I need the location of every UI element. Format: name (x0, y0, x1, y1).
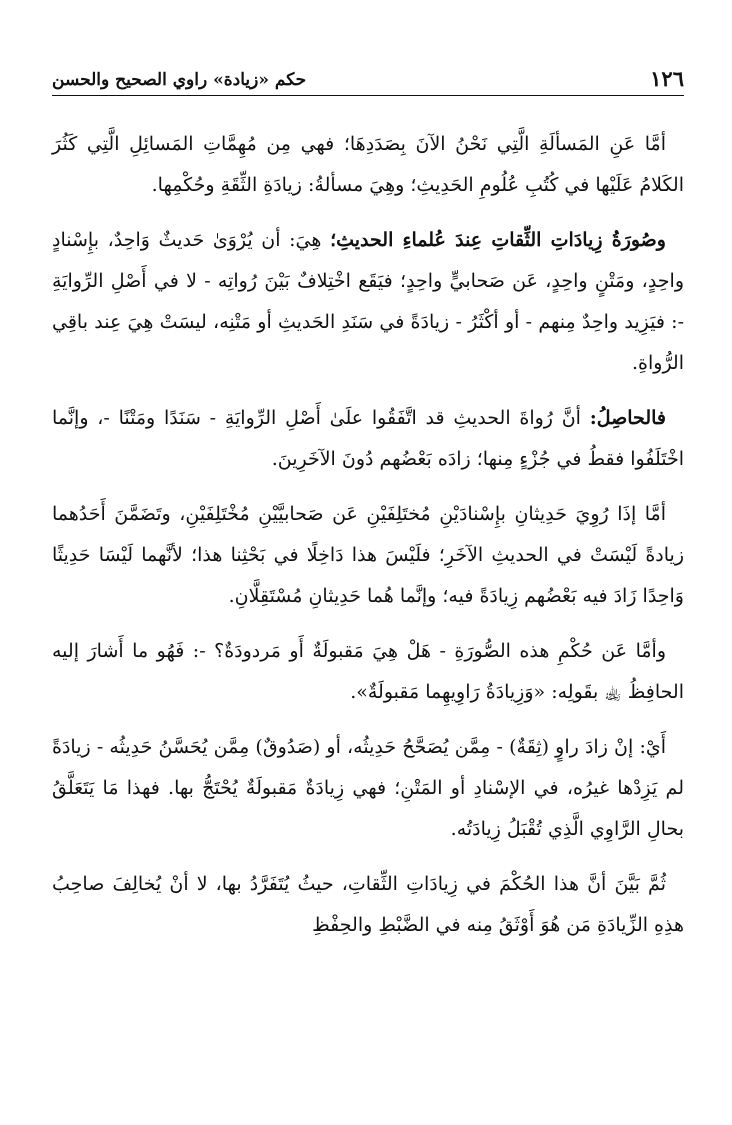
paragraph-1 (52, 124, 684, 206)
paragraph-3-lead: فالحاصِلُ: (589, 407, 666, 429)
paragraph-5-text: وأمَّا عَن حُكْمِ هذه الصُّورَةِ - هَلْ هِيَ مَقبولَةٌ أَو مَردودَةٌ؟ -: فَهُو ما أَشارَ إليه الحافِظُ ﵀ بقَولِه: «وَزِيادَةُ رَاوِيهِما مَقبولَةٌ». (52, 640, 684, 703)
book-page (52, 60, 684, 960)
page-header (52, 60, 684, 96)
paragraph-4-text: أمَّا إذَا رُوِيَ حَدِيثانِ بإِسْنادَيْنِ مُختَلِفَيْنِ عَن صَحابيَّيْنِ مُخْتَلِفَيْنِ، وتَضَمَّنَ أَحَدُهما زيادةً لَيْسَتْ في الحديثِ الآخَرِ؛ فلَيْسَ هذا دَاخِلًا في بَحْثِنا هذا؛ لأنَّهما لَيْسَا حَدِيثًا وَاحِدًا زَادَ فيه بَعْضُهم زِيادَةً فيه؛ وإنَّما هُما حَدِيثانِ مُسْتَقِلَّانِ. (52, 503, 684, 607)
paragraph-1-text: أمَّا عَنِ المَسألَةِ الَّتِي نَحْنُ الآنَ بِصَدَدِهَا؛ فهي مِن مُهِمَّاتِ المَسائِلِ الَّتِي كَثُرَ الكَلامُ عَلَيْها في كُتُبِ عُلُومِ الحَدِيثِ؛ وهِيَ مسألةُ: زيادَةِ الثِّقَةِ وحُكْمِها. (52, 133, 684, 196)
paragraph-3-text: أنَّ رُواةَ الحديثِ قد اتَّفَقُوا علَىٰ أَصْلِ الرِّوايَةِ - سَنَدًا ومَتْنًا -، وإنَّما اخْتَلَفُوا فقطُ في جُزْءٍ مِنها؛ زادَه بَعْضُهم دُونَ الآخَرِينَ. (52, 407, 684, 470)
paragraph-6-text: أَيْ: إنْ زادَ راوٍ (ثِقَةٌ) - مِمَّن يُصَحَّحُ حَدِيثُه، أو (صَدُوقٌ) مِمَّن يُحَسَّنُ حَدِيثُه - زيادَةً لم يَزِدْها غيرُه، في الإسْنادِ أو المَتْنِ؛ فهي زِيادَةٌ مَقبولَةٌ يُحْتَجُّ بها. فهذا مَا يَتَعَلَّقُ بحالِ الرَّاوِي الَّذِي تُقْبَلُ زِيادَتُه. (52, 736, 684, 840)
paragraph-2 (52, 220, 684, 384)
paragraph-2-text: هِيَ: أن يُرْوَىٰ حَديثٌ وَاحِدٌ، بإِسْنادٍ واحِدٍ، ومَتْنٍ واحِدٍ، عَن صَحابيٍّ واحِدٍ؛ فيَقَع اخْتِلافٌ بَيْنَ رُواتِه - لا في أَصْلِ الرِّوايَةِ -: فيَزِيد واحِدٌ مِنهم - أو أكْثَرُ - زيادَةً في سَنَدِ الحَديثِ أو مَتْنِه، ليسَتْ هِيَ عِند باقِي الرُّواةِ. (52, 229, 684, 374)
paragraph-6 (52, 727, 684, 850)
paragraph-3 (52, 398, 684, 480)
paragraph-4 (52, 494, 684, 617)
running-title: حكم «زيادة» راوي الصحيح والحسن (52, 70, 307, 90)
paragraph-7 (52, 864, 684, 946)
body-text (52, 124, 684, 946)
page-number: ١٢٦ (650, 66, 684, 91)
paragraph-2-lead: وصُورَةُ زِيادَاتِ الثِّقاتِ عِندَ عُلماءِ الحديثِ؛ (330, 229, 666, 251)
paragraph-5 (52, 631, 684, 713)
paragraph-7-text: ثُمَّ بَيَّنَ أنَّ هذا الحُكْمَ في زِيادَاتِ الثِّقاتِ، حيثُ يُتَفَرَّدُ بها، لا أنْ يُخالِفَ صاحِبُ هذِهِ الزِّيادَةِ مَن هُوَ أَوْثَقُ مِنه في الضَّبْطِ والحِفْظِ (52, 873, 684, 936)
